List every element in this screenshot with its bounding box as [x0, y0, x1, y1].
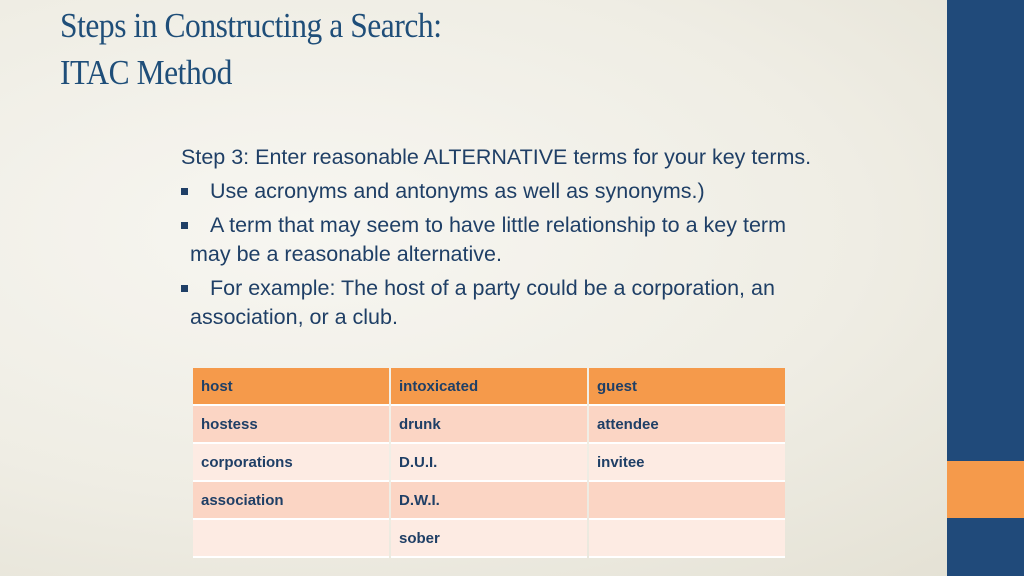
table-cell [589, 520, 785, 558]
alternative-terms-table [191, 368, 787, 558]
slide-body [181, 143, 821, 337]
table-cell: association [193, 482, 389, 520]
table-header-row [193, 368, 785, 406]
bullet-text: For example: The host of a party could be a corporation, an association, or a club. [190, 276, 775, 329]
square-bullet-icon [181, 285, 188, 292]
table-cell: corporations [193, 444, 389, 482]
intro-text: Step 3: Enter reasonable ALTERNATIVE terms for your key terms. [181, 145, 812, 169]
table-row [193, 406, 785, 444]
table-header-cell: intoxicated [391, 368, 587, 406]
table-cell: D.U.I. [391, 444, 587, 482]
table-cell [589, 482, 785, 520]
slide-title [60, 2, 834, 96]
table-header-cell: host [193, 368, 389, 406]
bullet-item [181, 274, 821, 332]
table-header-cell: guest [589, 368, 785, 406]
table-cell [193, 520, 389, 558]
table-row [193, 520, 785, 558]
title-line-2: ITAC Method [60, 53, 232, 92]
table-cell: drunk [391, 406, 587, 444]
bullet-text: Use acronyms and antonyms as well as synonyms.) [210, 179, 705, 203]
table-cell: invitee [589, 444, 785, 482]
bullet-item [181, 211, 821, 269]
bullet-item [181, 177, 821, 206]
right-accent-block [947, 461, 1024, 518]
table-row [193, 482, 785, 520]
table-cell: hostess [193, 406, 389, 444]
table-cell: attendee [589, 406, 785, 444]
table-row [193, 444, 785, 482]
title-line-1: Steps in Constructing a Search: [60, 6, 442, 45]
table-cell: D.W.I. [391, 482, 587, 520]
square-bullet-icon [181, 222, 188, 229]
square-bullet-icon [181, 188, 188, 195]
bullet-text: A term that may seem to have little relationship to a key term may be a reasonable alternative. [190, 213, 786, 266]
table-cell: sober [391, 520, 587, 558]
